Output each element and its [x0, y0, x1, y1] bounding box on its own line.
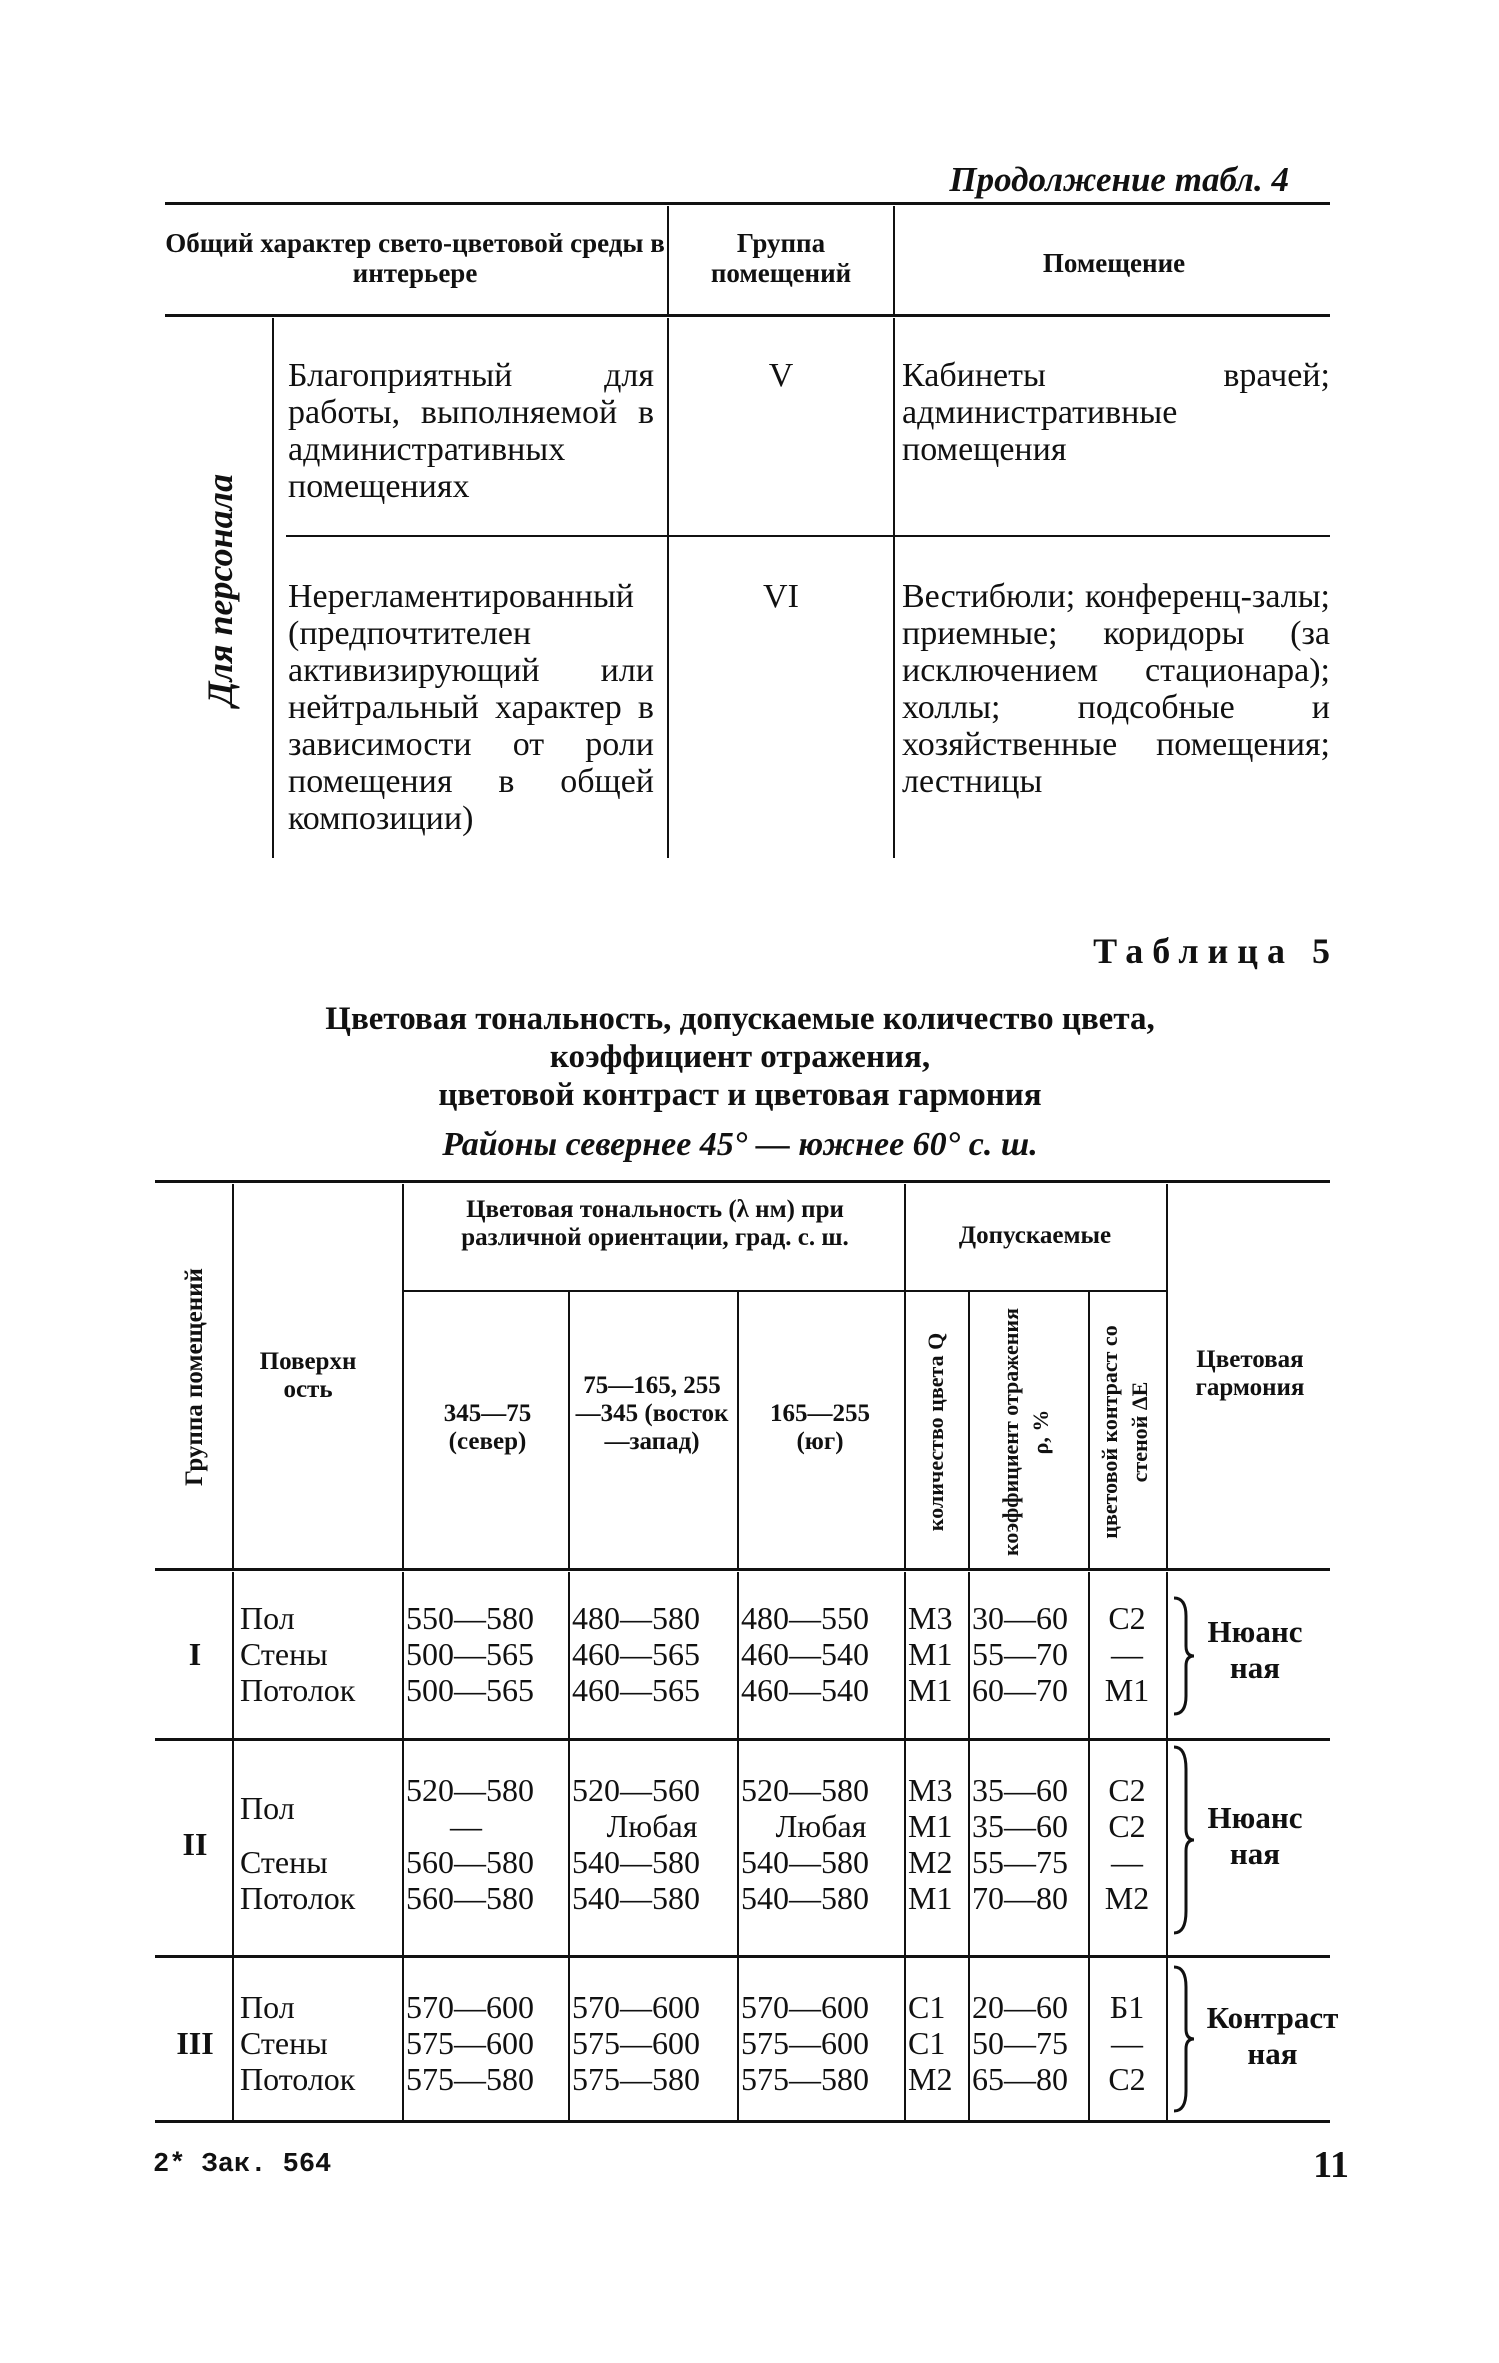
- table5-title-line1: Цветовая тональность, допускаемые количество цвета,: [325, 1001, 1155, 1037]
- t5-g3-c-1: Б1: [1109, 1989, 1145, 2025]
- t5-header-quantity: количество цвета Q: [923, 1332, 948, 1532]
- t5-header-north: 345—75 (север): [443, 1400, 532, 1455]
- table4-row2-character: Нерегламентированный (предпочтителен активизирующий или нейтральный характер в зависимости от роли помещения в общей композиции): [288, 578, 654, 837]
- table5-bottom-rule: [155, 2120, 1330, 2123]
- t5-g1-north-2: 500—565: [406, 1636, 534, 1672]
- t5-g3-r-3: 65—80: [972, 2061, 1068, 2097]
- t5-g1-brace: [1170, 1596, 1196, 1716]
- t5-vb-2: [402, 1572, 404, 2120]
- t5-g1-south-1: 480—550: [741, 1600, 869, 1636]
- table4-side-divider: [272, 318, 274, 858]
- t5-g3-north-2: 575—600: [406, 2025, 534, 2061]
- table5-label: Таблица 5: [1093, 931, 1339, 971]
- t5-g3-c-2: —: [1111, 2025, 1143, 2061]
- t5-g1-c-1: С2: [1108, 1600, 1146, 1636]
- t5-g3-surface-3: Потолок: [240, 2061, 356, 2097]
- t5-g1-north-3: 500—565: [406, 1672, 534, 1708]
- t5-g2-ew-2: Любая: [606, 1808, 698, 1844]
- t5-g3-surface-1: Пол: [240, 1989, 295, 2025]
- t5-g1-ew-1: 480—580: [572, 1600, 700, 1636]
- t5-g2-south-2: Любая: [775, 1808, 867, 1844]
- t5-g3-south-2: 575—600: [741, 2025, 869, 2061]
- t5-vb-6: [968, 1572, 970, 2120]
- t5-g1-surface-1: Пол: [240, 1600, 295, 1636]
- t5-g2-south-1: 520—580: [741, 1772, 869, 1808]
- table5-group2-rule: [155, 1955, 1330, 1958]
- t5-g3-harmony: Контрастная: [1206, 2000, 1339, 2071]
- t5-g2-c-2: С2: [1108, 1808, 1146, 1844]
- t5-g1-north-1: 550—580: [406, 1600, 534, 1636]
- t5-g3-q-3: М2: [908, 2061, 953, 2097]
- t5-g3-surface-2: Стены: [240, 2025, 328, 2061]
- t5-g2-c-4: М2: [1104, 1880, 1150, 1916]
- t5-g1-c-2: —: [1111, 1636, 1143, 1672]
- t5-g2-north-3: 560—580: [406, 1844, 534, 1880]
- t5-header-eastwest: 75—165, 255—345 (восток—запад): [575, 1372, 729, 1455]
- t5-g3-r-1: 20—60: [972, 1989, 1068, 2025]
- table4-row-separator: [286, 535, 1330, 537]
- t5-g1-ew-2: 460—565: [572, 1636, 700, 1672]
- table5-header-rule: [155, 1568, 1330, 1571]
- table4-header-character: Общий характер свето-цветовой среды в интерьере: [165, 228, 665, 288]
- table5-allowed-subrule: [904, 1290, 1166, 1292]
- t5-header-tonality: Цветовая тональность (λ нм) при различной ориентации, град. с. ш.: [461, 1196, 849, 1251]
- t5-g3-north-1: 570—600: [406, 1989, 534, 2025]
- table4-body-divider-1: [667, 318, 669, 858]
- table5-subtitle: Районы севернее 45° — южнее 60° с. ш.: [442, 1126, 1038, 1163]
- t5-g2-c-1: С2: [1108, 1772, 1146, 1808]
- t5-g2-q-3: М2: [908, 1844, 953, 1880]
- t5-header-reflection: [996, 1302, 1060, 1562]
- t5-g2-q-1: М3: [908, 1772, 953, 1808]
- table4-header-room: Помещение: [1042, 248, 1186, 278]
- footer-order: 2* Зак. 564: [153, 2150, 332, 2180]
- t5-g3-r-2: 50—75: [972, 2025, 1068, 2061]
- t5-g1-group: I: [188, 1636, 202, 1672]
- t5-g1-south-3: 460—540: [741, 1672, 869, 1708]
- t5-vb-5: [904, 1572, 906, 2120]
- table5-tonality-subrule: [402, 1290, 904, 1292]
- t5-g3-ew-1: 570—600: [572, 1989, 700, 2025]
- table5-title-line2: коэффициент отражения,: [549, 1039, 931, 1075]
- t5-vb-3: [568, 1572, 570, 2120]
- t5-vb-1: [232, 1572, 234, 2120]
- t5-header-surface: Поверхность: [259, 1348, 357, 1403]
- table4-row2-group: VI: [763, 578, 799, 615]
- table4-divider-1: [667, 206, 669, 316]
- table5-group1-rule: [155, 1738, 1330, 1741]
- continuation-label: Продолжение табл. 4: [949, 160, 1289, 199]
- t5-g1-q-1: М3: [908, 1600, 953, 1636]
- table4-top-rule: [165, 202, 1330, 205]
- t5-g3-ew-2: 575—600: [572, 2025, 700, 2061]
- t5-vh-6: [968, 1292, 970, 1568]
- t5-g3-north-3: 575—580: [406, 2061, 534, 2097]
- t5-vh-4: [737, 1292, 739, 1568]
- t5-g2-north-2: —: [450, 1808, 482, 1844]
- t5-g2-harmony: Нюансная: [1207, 1800, 1303, 1871]
- t5-g3-south-1: 570—600: [741, 1989, 869, 2025]
- t5-g3-c-3: С2: [1108, 2061, 1146, 2097]
- t5-g1-q-3: М1: [908, 1672, 953, 1708]
- t5-g1-surface-2: Стены: [240, 1636, 328, 1672]
- table4-header-group: Группа помещений: [710, 228, 852, 288]
- t5-g2-r-1: 35—60: [972, 1772, 1068, 1808]
- t5-g3-ew-3: 575—580: [572, 2061, 700, 2097]
- t5-g2-north-4: 560—580: [406, 1880, 534, 1916]
- t5-vh-1: [232, 1184, 234, 1568]
- t5-g2-ew-3: 540—580: [572, 1844, 700, 1880]
- t5-g1-r-2: 55—70: [972, 1636, 1068, 1672]
- t5-header-group: Группа помещений: [181, 1268, 208, 1486]
- t5-g2-surface-3: Стены: [240, 1844, 328, 1880]
- table5-title-line3: цветовой контраст и цветовая гармония: [438, 1077, 1042, 1113]
- t5-vh-3: [568, 1292, 570, 1568]
- t5-g3-group: III: [176, 2025, 214, 2061]
- t5-g1-r-3: 60—70: [972, 1672, 1068, 1708]
- t5-g2-q-2: М1: [908, 1808, 953, 1844]
- t5-g1-south-2: 460—540: [741, 1636, 869, 1672]
- t5-g1-harmony: Нюансная: [1207, 1614, 1303, 1685]
- t5-g2-r-4: 70—80: [972, 1880, 1068, 1916]
- t5-g2-ew-1: 520—560: [572, 1772, 700, 1808]
- t5-g2-brace: [1170, 1745, 1196, 1935]
- t5-g1-q-2: М1: [908, 1636, 953, 1672]
- t5-g3-q-2: С1: [908, 2025, 946, 2061]
- table4-side-label: Для персонала: [200, 473, 240, 707]
- t5-header-harmony: Цветовая гармония: [1195, 1346, 1305, 1401]
- table5-top-rule: [155, 1180, 1330, 1183]
- t5-g2-ew-4: 540—580: [572, 1880, 700, 1916]
- table4-header-rule: [165, 314, 1330, 317]
- t5-g2-q-4: М1: [908, 1880, 953, 1916]
- t5-g2-surface-4: Потолок: [240, 1880, 356, 1916]
- t5-header-south: 165—255 (юг): [770, 1400, 870, 1455]
- t5-vh-8: [1166, 1184, 1168, 1568]
- t5-vh-7: [1088, 1292, 1090, 1568]
- t5-g2-group: II: [182, 1826, 208, 1862]
- t5-g1-c-3: М1: [1104, 1672, 1150, 1708]
- table4-row1-room: Кабинеты врачей; административные помещения: [902, 357, 1330, 468]
- t5-vb-8: [1166, 1572, 1168, 2120]
- t5-header-contrast: [1095, 1302, 1159, 1562]
- t5-vb-4: [737, 1572, 739, 2120]
- t5-g2-r-2: 35—60: [972, 1808, 1068, 1844]
- table4-row2-room: Вестибюли; конференц-залы; приемные; коридоры (за исключением стационара); холлы; подсобные и хозяйственные помещения; лестницы: [902, 578, 1330, 800]
- table4-row1-group: V: [768, 357, 794, 394]
- t5-g2-r-3: 55—75: [972, 1844, 1068, 1880]
- table4-row1-character: Благоприятный для работы, выполняемой в административных помещениях: [288, 357, 654, 505]
- page-number: 11: [1313, 2144, 1349, 2186]
- t5-header-allowed: Допускаемые: [958, 1222, 1112, 1249]
- t5-g2-south-3: 540—580: [741, 1844, 869, 1880]
- t5-g3-q-1: С1: [908, 1989, 946, 2025]
- t5-header-reflection-text: коэффициент отражения ρ, %: [998, 1308, 1053, 1556]
- t5-g1-surface-3: Потолок: [240, 1672, 356, 1708]
- t5-g2-north-1: 520—580: [406, 1772, 534, 1808]
- table4-divider-2: [893, 206, 895, 316]
- t5-g3-south-3: 575—580: [741, 2061, 869, 2097]
- table4-body-divider-2: [893, 318, 895, 858]
- t5-g1-r-1: 30—60: [972, 1600, 1068, 1636]
- t5-g2-surface-1: Пол: [240, 1790, 295, 1826]
- t5-g3-brace: [1170, 1965, 1196, 2113]
- t5-g2-south-4: 540—580: [741, 1880, 869, 1916]
- t5-vh-2: [402, 1184, 404, 1568]
- t5-g2-c-3: —: [1111, 1844, 1143, 1880]
- t5-g1-ew-3: 460—565: [572, 1672, 700, 1708]
- t5-header-contrast-text: цветовой контраст со стеной ΔE: [1097, 1325, 1152, 1539]
